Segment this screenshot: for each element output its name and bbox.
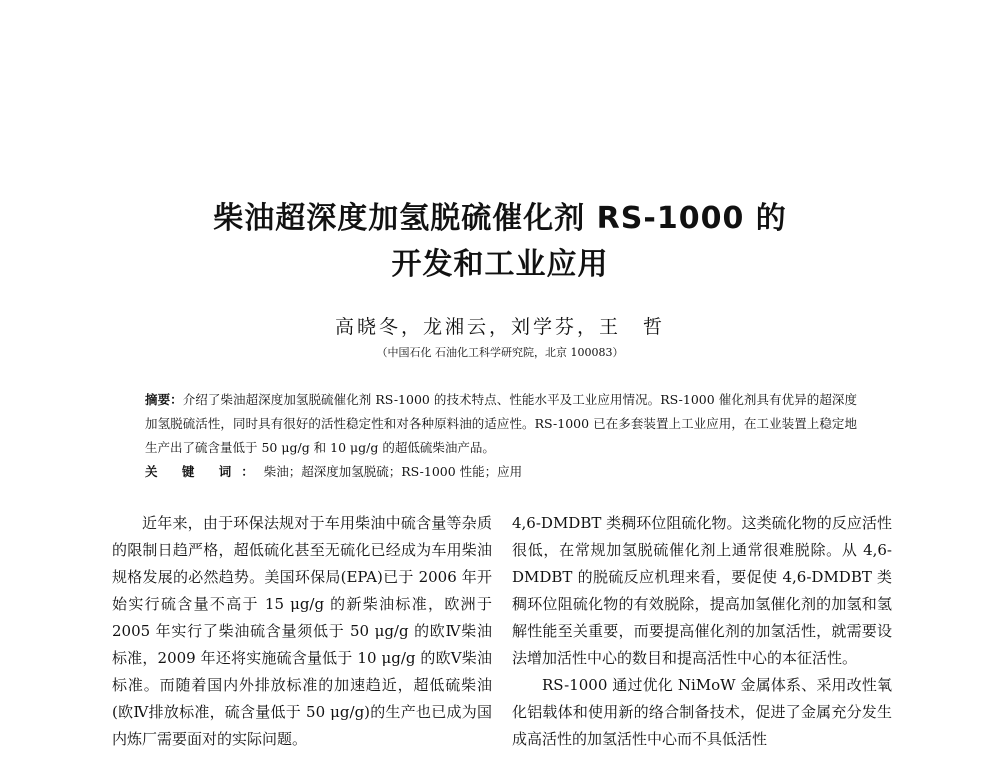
body-column-left xyxy=(112,510,492,753)
body-column-right xyxy=(512,510,892,753)
keywords xyxy=(145,460,857,484)
title-line-1: 柴油超深度加氢脱硫催化剂 RS-1000 的 xyxy=(213,201,787,236)
paper-title xyxy=(0,196,1000,288)
body-paragraph: 近年来，由于环保法规对于车用柴油中硫含量等杂质的限制日趋严格，超低硫化甚至无硫化已经成为车用柴油规格发展的必然趋势。美国环保局(EPA)已于 2006 年开始实行硫含量不高于 15 μg/g 的新柴油标准，欧洲于 2005 年实行了柴油硫含量须低于 50 μg/g 的欧Ⅳ柴油标准，2009 年还将实施硫含量低于 10 μg/g 的欧Ⅴ柴油标准。而随着国内外排放标准的加速趋近，超低硫柴油(欧Ⅳ排放标准，硫含量低于 50 μg/g)的生产也已成为国内炼厂需要面对的实际问题。 xyxy=(112,514,492,748)
abstract-text: 介绍了柴油超深度加氢脱硫催化剂 RS-1000 的技术特点、性能水平及工业应用情况。RS-1000 催化剂具有优异的超深度加氢脱硫活性，同时具有很好的活性稳定性和对各种原料油的适应性。RS-1000 已在多套装置上工业应用，在工业装置上稳定地生产出了硫含量低于 50 μg/g 和 10 μg/g 的超低硫柴油产品。 xyxy=(145,392,857,455)
body-paragraph: 4,6-DMDBT 类稠环位阻硫化物。这类硫化物的反应活性很低，在常规加氢脱硫催化剂上通常很难脱除。从 4,6-DMDBT 的脱硫反应机理来看，要促使 4,6-DMDBT 类稠环位阻硫化物的有效脱除，提高加氢催化剂的加氢和氢解性能至关重要，而要提高催化剂的加氢活性，就需要设法增加活性中心的数目和提高活性中心的本征活性。 xyxy=(512,514,892,667)
keywords-label: 关 键 词： xyxy=(145,464,264,479)
abstract xyxy=(145,388,857,460)
title-line-2: 开发和工业应用 xyxy=(391,247,609,282)
abstract-label: 摘要： xyxy=(145,392,183,407)
author-list: 高晓冬，龙湘云，刘学芬，王 哲 xyxy=(334,316,665,338)
affiliation: （中国石化 石油化工科学研究院，北京 100083） xyxy=(376,346,624,359)
body-paragraph: RS-1000 通过优化 NiMoW 金属体系、采用改性氧化铝载体和使用新的络合制备技术，促进了金属充分发生成高活性的加氢活性中心而不具低活性 xyxy=(512,676,892,748)
keywords-text: 柴油；超深度加氢脱硫；RS-1000 性能；应用 xyxy=(263,464,523,479)
